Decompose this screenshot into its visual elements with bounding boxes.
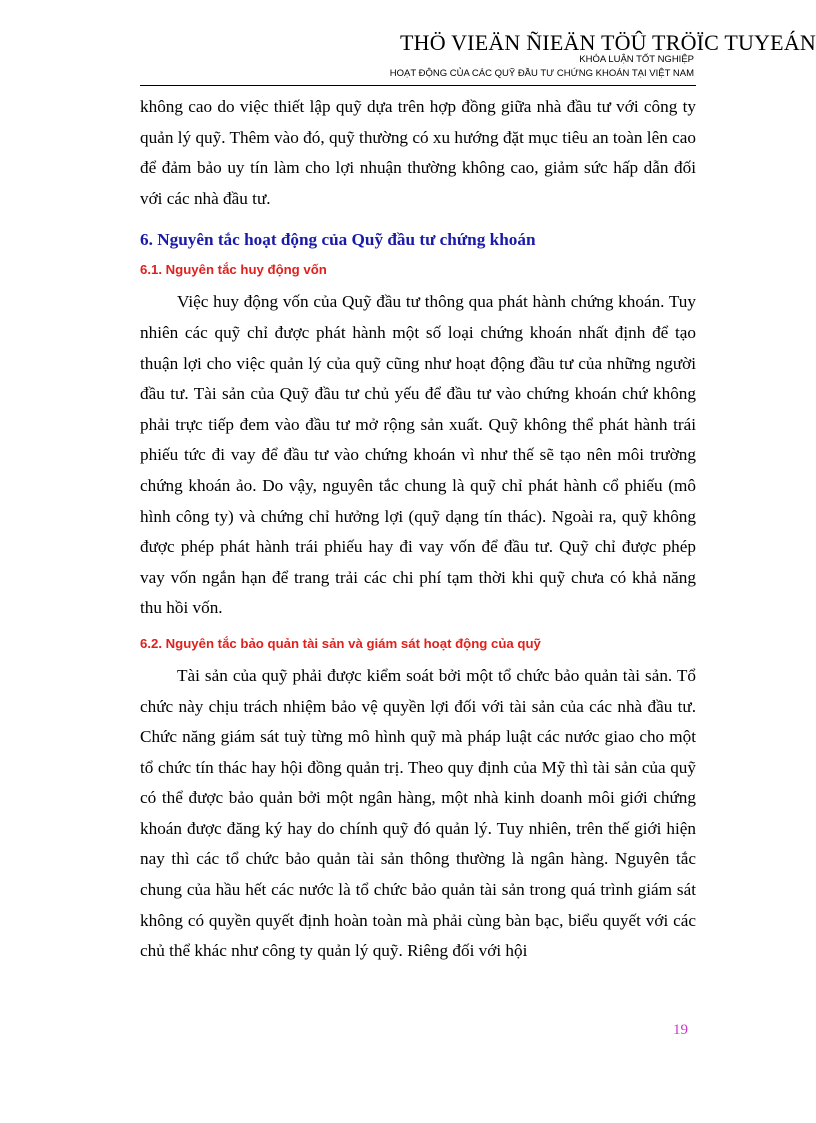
paragraph-continuation: không cao do việc thiết lập quỹ dựa trên hợp đồng giữa nhà đầu tư với công ty quản lý quỹ. Thêm vào đó, quỹ thường có xu hướng đặt mục tiêu an toàn lên cao để đảm bảo uy tín làm cho lợi nhuận thường không cao, giảm sức hấp dẫn đối với các nhà đầu tư. [140, 97, 696, 208]
page-number: 19 [673, 1022, 688, 1038]
page-body [140, 92, 696, 967]
paragraph-asset-custody: Tài sản của quỹ phải được kiểm soát bởi một tổ chức bảo quản tài sản. Tổ chức này chịu trách nhiệm bảo vệ quyền lợi đối với tài sản của các nhà đầu tư. Chức năng giám sát tuỳ từng mô hình quỹ mà pháp luật các nước giao cho một tổ chức tín thác hay hội đồng quản trị. Theo quy định của Mỹ thì tài sản của quỹ có thể được bảo quản bởi một ngân hàng, một nhà kinh doanh môi giới chứng khoán được đăng ký hay do chính quỹ đó quản lý. Tuy nhiên, trên thế giới hiện nay thì các tổ chức bảo quản tài sản thông thường là ngân hàng. Nguyên tắc chung của hầu hết các nước là tổ chức bảo quản tài sản trong quá trình giám sát không có quyền quyết định hoàn toàn mà phải cùng bàn bạc, biểu quyết với các chủ thể khác như công ty quản lý quỹ. Riêng đối với hội [140, 665, 696, 961]
paragraph-capital-raising: Việc huy động vốn của Quỹ đầu tư thông qua phát hành chứng khoán. Tuy nhiên các quỹ chỉ được phát hành một số loại chứng khoán nhất định để tạo thuận lợi cho việc quản lý của quỹ cũng như hoạt động đầu tư của những người đầu tư. Tài sản của Quỹ đầu tư chủ yếu để đầu tư vào chứng khoán chứ không phải trực tiếp đem vào đầu tư mở rộng sản xuất. Quỹ không thể phát hành trái phiếu tức đi vay để đầu tư vào chứng khoán vì như thế sẽ tạo nên môi trường chứng khoán ảo. Do vậy, nguyên tắc chung là quỹ chỉ phát hành cổ phiếu (mô hình công ty) và chứng chỉ hưởng lợi (quỹ dạng tín thác). Ngoài ra, quỹ không được phép phát hành trái phiếu hay đi vay vốn để đầu tư. Quỹ chỉ được phép vay vốn ngắn hạn để trang trải các chi phí tạm thời khi quỹ chưa có khả năng thu hồi vốn. [140, 292, 696, 618]
library-watermark: THÖ VIEÄN ÑIEÄN TÖÛ TRÖÏC TUYEÁN [399, 30, 816, 55]
header-rule [140, 85, 696, 86]
header-thesis-title: HOẠT ĐỘNG CỦA CÁC QUỸ ĐẦU TƯ CHỨNG KHOÁN TẠI VIỆT NAM [389, 68, 694, 79]
subsection-heading-6-1: 6.1. Nguyên tắc huy động vốn [140, 262, 327, 278]
subsection-heading-6-2: 6.2. Nguyên tắc bảo quản tài sản và giám sát hoạt động của quỹ [140, 635, 541, 651]
header-thesis-label: KHÓA LUẬN TỐT NGHIỆP [579, 54, 694, 65]
section-heading-6: 6. Nguyên tắc hoạt động của Quỹ đầu tư chứng khoán [140, 230, 536, 250]
